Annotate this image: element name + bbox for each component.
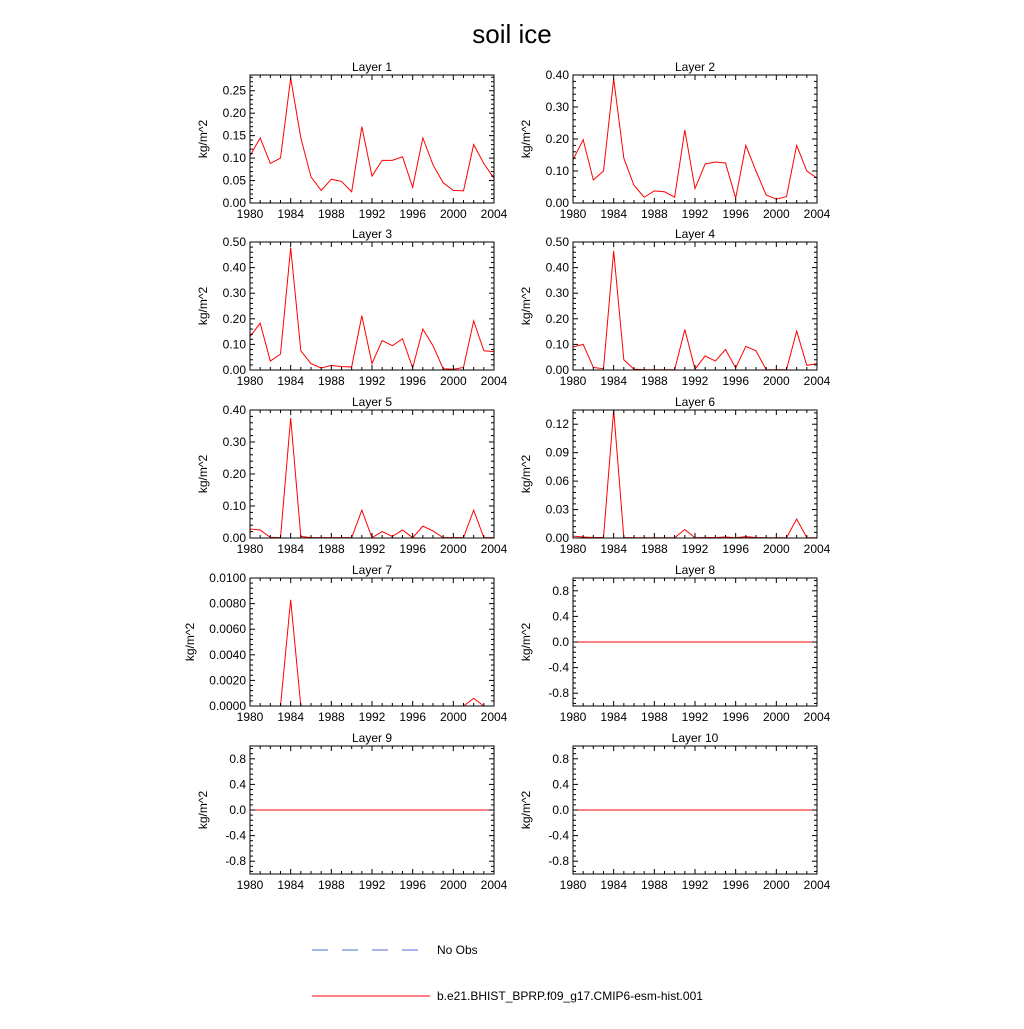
x-tick-label: 1992 bbox=[358, 207, 386, 221]
x-tick-label: 1980 bbox=[236, 207, 264, 221]
x-tick-label: 2004 bbox=[480, 374, 508, 388]
y-tick-label: 0.10 bbox=[545, 337, 569, 352]
panel-title: Layer 6 bbox=[674, 395, 716, 409]
y-tick-label: 0.30 bbox=[545, 286, 569, 301]
panel-title: Layer 10 bbox=[671, 731, 719, 745]
y-tick-label: 0.0080 bbox=[209, 596, 246, 611]
y-tick-label: 0.05 bbox=[222, 173, 246, 188]
x-tick-label: 1988 bbox=[317, 374, 345, 388]
figure-title: soil ice bbox=[472, 19, 552, 49]
series-line bbox=[250, 78, 494, 192]
y-tick-label: -0.8 bbox=[225, 854, 246, 869]
x-tick-label: 2004 bbox=[480, 710, 508, 724]
y-tick-label: 0.00 bbox=[222, 363, 246, 377]
series-line bbox=[250, 418, 494, 538]
x-tick-label: 1992 bbox=[358, 710, 386, 724]
x-tick-label: 1980 bbox=[559, 710, 587, 724]
legend bbox=[312, 943, 703, 1003]
y-axis-label: kg/m^2 bbox=[519, 119, 534, 159]
y-tick-label: 0.09 bbox=[545, 445, 569, 460]
y-tick-label: 0.06 bbox=[545, 474, 569, 489]
x-tick-label: 1980 bbox=[559, 878, 587, 892]
x-tick-label: 1984 bbox=[600, 542, 628, 556]
x-tick-label: 1992 bbox=[681, 710, 709, 724]
y-tick-label: -0.4 bbox=[548, 660, 569, 675]
x-tick-label: 1980 bbox=[236, 542, 264, 556]
x-tick-label: 2004 bbox=[803, 207, 831, 221]
x-tick-label: 1980 bbox=[559, 542, 587, 556]
y-tick-label: 0.30 bbox=[222, 435, 246, 449]
y-tick-label: 0.0 bbox=[229, 803, 246, 817]
panel-title: Layer 8 bbox=[674, 563, 716, 577]
x-tick-label: 1996 bbox=[722, 878, 750, 892]
y-tick-label: 0.00 bbox=[222, 196, 246, 210]
y-axis-label: kg/m^2 bbox=[519, 790, 534, 830]
panel-layer-10 bbox=[519, 731, 830, 892]
y-axis-label: kg/m^2 bbox=[519, 286, 534, 326]
x-tick-label: 2000 bbox=[439, 710, 467, 724]
x-tick-label: 2000 bbox=[439, 542, 467, 556]
panel-layer-6 bbox=[519, 395, 830, 556]
y-tick-label: -0.4 bbox=[548, 828, 569, 843]
y-tick-label: 0.4 bbox=[552, 609, 569, 624]
x-tick-label: 2004 bbox=[480, 207, 508, 221]
y-tick-label: 0.10 bbox=[222, 499, 246, 513]
y-tick-label: 0.30 bbox=[222, 286, 246, 301]
y-tick-label: 0.15 bbox=[222, 128, 246, 143]
x-tick-label: 2000 bbox=[762, 878, 790, 892]
x-tick-label: 1984 bbox=[277, 542, 305, 556]
y-tick-label: 0.03 bbox=[545, 502, 569, 517]
x-tick-label: 1996 bbox=[722, 710, 750, 724]
x-tick-label: 1984 bbox=[277, 374, 305, 388]
y-tick-label: 0.00 bbox=[545, 531, 569, 545]
panel-layer-1 bbox=[196, 60, 507, 221]
x-tick-label: 1984 bbox=[600, 374, 628, 388]
panel-title: Layer 5 bbox=[351, 395, 393, 409]
plot-frame bbox=[250, 410, 494, 538]
x-tick-label: 1984 bbox=[600, 878, 628, 892]
x-tick-label: 1988 bbox=[640, 878, 668, 892]
x-tick-label: 2000 bbox=[439, 878, 467, 892]
plot-frame bbox=[573, 410, 817, 538]
y-tick-label: -0.8 bbox=[548, 854, 569, 869]
legend-item-no-obs bbox=[312, 943, 478, 957]
x-tick-label: 1988 bbox=[317, 542, 345, 556]
panel-layer-7 bbox=[183, 563, 508, 724]
y-tick-label: 0.50 bbox=[545, 235, 569, 249]
x-tick-label: 1984 bbox=[277, 207, 305, 221]
x-tick-label: 1996 bbox=[722, 374, 750, 388]
plot-frame bbox=[250, 75, 494, 203]
y-tick-label: 0.10 bbox=[222, 337, 246, 352]
x-tick-label: 2000 bbox=[439, 374, 467, 388]
x-tick-label: 1992 bbox=[681, 542, 709, 556]
x-tick-label: 2004 bbox=[803, 374, 831, 388]
x-tick-label: 2004 bbox=[480, 542, 508, 556]
x-tick-label: 1988 bbox=[640, 207, 668, 221]
x-tick-label: 1996 bbox=[399, 207, 427, 221]
y-tick-label: 0.8 bbox=[229, 751, 246, 766]
panel-layer-9 bbox=[196, 731, 507, 892]
panel-layer-2 bbox=[519, 60, 830, 221]
x-tick-label: 1980 bbox=[559, 207, 587, 221]
x-tick-label: 1996 bbox=[722, 542, 750, 556]
y-tick-label: 0.4 bbox=[229, 777, 246, 792]
panel-title: Layer 3 bbox=[351, 227, 393, 241]
x-tick-label: 1984 bbox=[600, 710, 628, 724]
y-tick-label: 0.20 bbox=[222, 311, 246, 326]
y-tick-label: 0.4 bbox=[552, 777, 569, 792]
x-tick-label: 2004 bbox=[803, 710, 831, 724]
x-tick-label: 1988 bbox=[640, 374, 668, 388]
y-tick-label: 0.0000 bbox=[209, 699, 246, 713]
panel-layer-3 bbox=[196, 227, 507, 388]
plot-frame bbox=[573, 75, 817, 203]
y-tick-label: 0.00 bbox=[545, 196, 569, 210]
y-tick-label: -0.4 bbox=[225, 828, 246, 843]
plot-frame bbox=[573, 242, 817, 370]
y-tick-label: 0.0040 bbox=[209, 647, 246, 662]
series-line bbox=[573, 410, 817, 538]
x-tick-label: 1992 bbox=[681, 207, 709, 221]
y-tick-label: 0.10 bbox=[545, 164, 569, 178]
y-axis-label: kg/m^2 bbox=[196, 454, 211, 494]
x-tick-label: 1988 bbox=[317, 710, 345, 724]
y-tick-label: 0.50 bbox=[222, 235, 246, 249]
y-tick-label: 0.20 bbox=[545, 311, 569, 326]
x-tick-label: 1996 bbox=[399, 878, 427, 892]
x-tick-label: 1992 bbox=[681, 878, 709, 892]
y-tick-label: 0.20 bbox=[222, 467, 246, 481]
series-line bbox=[573, 251, 817, 370]
x-tick-label: 2000 bbox=[762, 374, 790, 388]
y-tick-label: 0.0 bbox=[552, 803, 569, 817]
panel-title: Layer 2 bbox=[674, 60, 716, 74]
y-tick-label: 0.8 bbox=[552, 751, 569, 766]
x-tick-label: 2000 bbox=[762, 710, 790, 724]
x-tick-label: 1980 bbox=[559, 374, 587, 388]
x-tick-label: 1992 bbox=[358, 542, 386, 556]
x-tick-label: 1984 bbox=[277, 710, 305, 724]
panel-layer-4 bbox=[519, 227, 830, 388]
y-tick-label: 0.0020 bbox=[209, 673, 246, 688]
x-tick-label: 2000 bbox=[762, 207, 790, 221]
x-tick-label: 1980 bbox=[236, 710, 264, 724]
y-axis-label: kg/m^2 bbox=[196, 119, 211, 159]
panel-title: Layer 9 bbox=[351, 731, 393, 745]
x-tick-label: 2004 bbox=[480, 878, 508, 892]
y-axis-label: kg/m^2 bbox=[196, 790, 211, 830]
x-tick-label: 1988 bbox=[640, 542, 668, 556]
panel-title: Layer 4 bbox=[674, 227, 716, 241]
y-tick-label: 0.0 bbox=[552, 635, 569, 649]
x-tick-label: 1984 bbox=[600, 207, 628, 221]
x-tick-label: 1996 bbox=[722, 207, 750, 221]
y-tick-label: 0.20 bbox=[222, 106, 246, 121]
y-tick-label: 0.30 bbox=[545, 100, 569, 114]
legend-label: b.e21.BHIST_BPRP.f09_g17.CMIP6-esm-hist.001 bbox=[437, 989, 703, 1003]
x-tick-label: 1992 bbox=[681, 374, 709, 388]
x-tick-label: 1996 bbox=[399, 374, 427, 388]
series-line bbox=[250, 248, 494, 370]
legend-label: No Obs bbox=[437, 943, 478, 957]
y-tick-label: 0.12 bbox=[545, 417, 569, 432]
plot-frame bbox=[250, 242, 494, 370]
x-tick-label: 1996 bbox=[399, 542, 427, 556]
y-tick-label: 0.25 bbox=[222, 83, 246, 98]
legend-item-model-run bbox=[312, 989, 703, 1003]
y-tick-label: 0.10 bbox=[222, 151, 246, 166]
x-tick-label: 1992 bbox=[358, 374, 386, 388]
y-axis-label: kg/m^2 bbox=[519, 622, 534, 662]
y-tick-label: 0.0060 bbox=[209, 622, 246, 637]
x-tick-label: 1992 bbox=[358, 878, 386, 892]
x-tick-label: 1988 bbox=[317, 878, 345, 892]
x-tick-label: 2004 bbox=[803, 878, 831, 892]
y-tick-label: 0.0100 bbox=[209, 571, 246, 585]
x-tick-label: 2000 bbox=[762, 542, 790, 556]
series-line bbox=[250, 600, 494, 706]
panel-layer-5 bbox=[196, 395, 507, 556]
x-tick-label: 1988 bbox=[317, 207, 345, 221]
x-tick-label: 1996 bbox=[399, 710, 427, 724]
y-tick-label: 0.40 bbox=[545, 260, 569, 275]
y-tick-label: -0.8 bbox=[548, 686, 569, 701]
series-line bbox=[573, 79, 817, 199]
x-tick-label: 1980 bbox=[236, 878, 264, 892]
y-axis-label: kg/m^2 bbox=[519, 454, 534, 494]
y-tick-label: 0.40 bbox=[222, 403, 246, 417]
y-tick-label: 0.00 bbox=[222, 531, 246, 545]
y-axis-label: kg/m^2 bbox=[182, 622, 197, 662]
y-tick-label: 0.40 bbox=[222, 260, 246, 275]
y-axis-label: kg/m^2 bbox=[196, 286, 211, 326]
y-tick-label: 0.20 bbox=[545, 132, 569, 146]
panel-title: Layer 7 bbox=[351, 563, 393, 577]
y-tick-label: 0.40 bbox=[545, 68, 569, 82]
panels bbox=[183, 60, 831, 892]
x-tick-label: 2004 bbox=[803, 542, 831, 556]
y-tick-label: 0.8 bbox=[552, 583, 569, 598]
y-tick-label: 0.00 bbox=[545, 363, 569, 377]
x-tick-label: 2000 bbox=[439, 207, 467, 221]
x-tick-label: 1980 bbox=[236, 374, 264, 388]
x-tick-label: 1984 bbox=[277, 878, 305, 892]
panel-layer-8 bbox=[519, 563, 830, 724]
x-tick-label: 1988 bbox=[640, 710, 668, 724]
panel-title: Layer 1 bbox=[351, 60, 393, 74]
